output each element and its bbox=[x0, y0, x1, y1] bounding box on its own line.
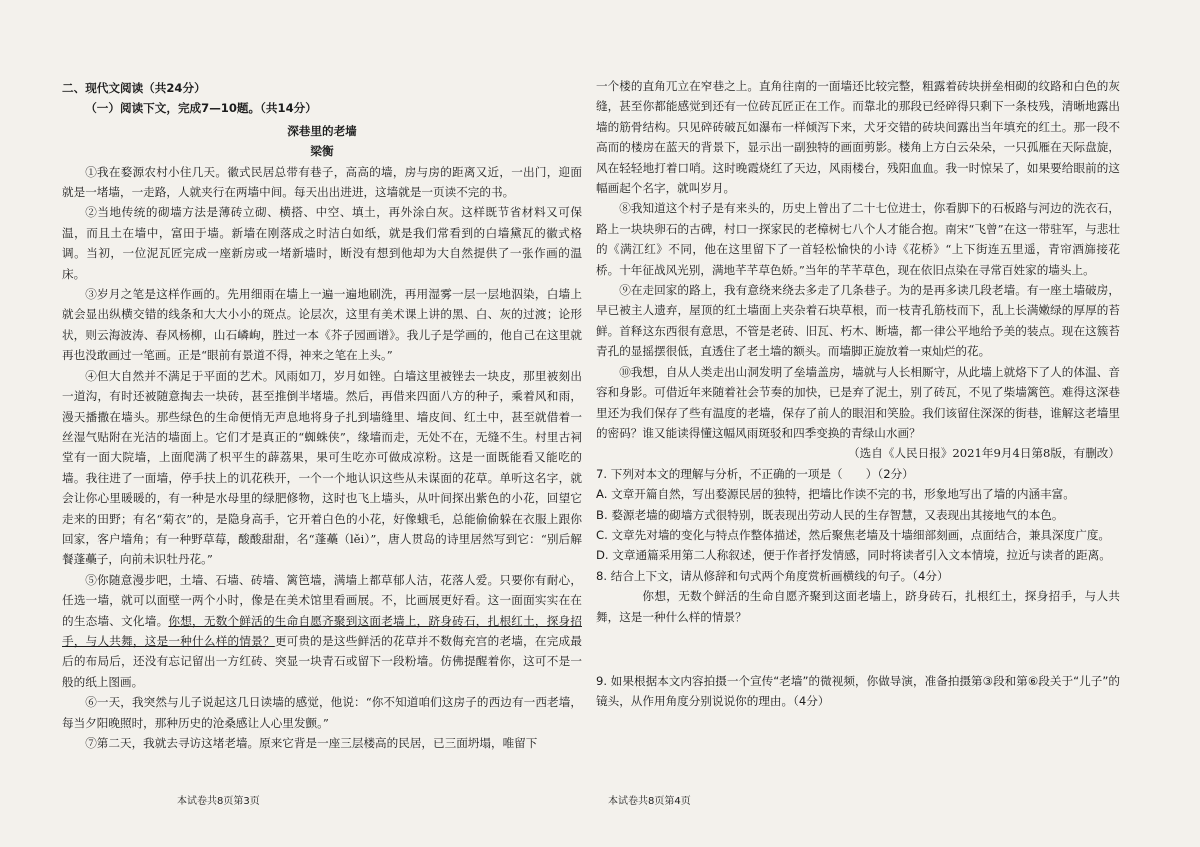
article-source: （选自《人民日报》2021年9月4日第8版，有删改） bbox=[848, 446, 1120, 461]
paragraph-1: ①我在婺源农村小住几天。徽式民居总带有巷子，高高的墙，房与房的距离又近，一出门，迎面就是一堵墙，一走路，人就夹行在两墙中间。每天出出进进，这墙就是一页读不完的书。 bbox=[62, 164, 582, 200]
page-footer-right: 本试卷共8页第4页 bbox=[608, 796, 691, 807]
paragraph-5-start: ⑤你随意漫步吧，土墙、石墙、砖墙、篱笆墙，满墙上都草郁人洁，花落人爱。只要你有耐心，任选一墙，就可以面壁一两个小时，像是在美术馆里看画展。不，比画展更好看。这一面面实实在在的生态墙、文化墙。 bbox=[62, 572, 582, 628]
right-column bbox=[596, 76, 1120, 712]
sub-heading: （一）阅读下文，完成7—10题。（共14分） bbox=[85, 101, 317, 116]
paragraph-2: ②当地传统的砌墙方法是薄砖立砌、横搭、中空、填土，再外涂白灰。这样既节省材料又可保温，而且土在墙中，富田于墙。新墙在刚落成之时洁白如纸，就是我们常看到的白墙黛瓦的徽式格调。当初，一位泥瓦匠完成一座新房或一堵新墙时，断没有想到他却为大自然提供了一张作画的温床。 bbox=[62, 205, 582, 281]
question-7: 7. 下列对本文的理解与分析，不正确的一项是（ ）（2分） bbox=[596, 466, 914, 481]
paragraph-5 bbox=[62, 570, 582, 692]
question-7-option-a: A. 文章开篇自然，写出婺源民居的独特，把墙比作读不完的书，形象地写出了墙的内涵丰富。 bbox=[596, 487, 1075, 502]
question-8: 8. 结合上下文，请从修辞和句式两个角度赏析画横线的句子。（4分） bbox=[596, 568, 949, 583]
section-heading: 二、现代文阅读（共24分） bbox=[62, 81, 206, 95]
article-author: 梁衡 bbox=[310, 144, 334, 159]
underlined-sentence: 你想，无数个鲜活的生命自愿齐聚到这面老墙上，跻身砖石，扎根红土，探身招手，与人共舞，这是一种什么样的情景？ bbox=[62, 613, 582, 648]
article-title: 深巷里的老墙 bbox=[287, 123, 357, 138]
paragraph-5-end: 更可贵的是这些鲜活的花草并不数侮充宫的老墙，在完成最后的布局后，还没有忘记留出一方红砖、突显一块青石或留下一段粉墙。仿佛提醒着你，这可不是一般的纸上图画。 bbox=[62, 633, 582, 689]
paragraph-10: ⑩我想，自从人类走出山洞发明了垒墙盖房，墙就与人长相厮守，从此墙上就烙下了人的体温、音容和身影。可借近年来随着社会节奏的加快，已是弃了泥土，别了砖瓦，不见了柴墙篱笆。难得这深巷里还为我们保存了些有温度的老墙，保存了前人的眼泪和笑脸。我们该留住深深的街巷，谁解这老墙里的密码？谁又能读得懂这幅风雨斑驳和四季变换的青绿山水画？ bbox=[596, 364, 1120, 440]
paragraph-3: ③岁月之笔是这样作画的。先用细雨在墙上一遍一遍地刷洗，再用湿雾一层一层地泅染，白墙上就会显出纵横交错的线条和大大小小的斑点。论层次，这里有美术课上讲的黑、白、灰的过渡；论形状，则云海波涛、春风杨柳，山石嶙峋，胜过一本《芥子园画谱》。我儿子是学画的，他自己在这里就再也没敢画过一笔画。正是“眼前有景道不得，神来之笔在上头。” bbox=[62, 287, 582, 363]
question-9: 9. 如果根据本文内容拍摄一个宣传“老墙”的微视频，你做导演，准备拍摄第③段和第⑥段关于“儿子”的镜头，从作用角度分别说说你的理由。（4分） bbox=[596, 673, 1120, 709]
answer-space bbox=[596, 627, 1120, 671]
left-column bbox=[62, 78, 582, 753]
paragraph-8: ⑧我知道这个村子是有来头的，历史上曾出了二十七位进士，你看脚下的石板路与河边的洗衣石，路上一块块卵石的古碑，村口一探家民的老樟树七八个人才能合抱。南宋“飞曾”在这一带驻军，与悲壮的《满江红》不同，他在这里留下了一首轻松愉快的小诗《花桥》“上下街连五里遥，青帘酒旆接花桥。十年征战风光别，满地芊芊草色娇。”当年的芊芊草色，现在依旧点染在寻常百姓家的墙头上。 bbox=[596, 201, 1120, 277]
question-8-quote: 你想，无数个鲜活的生命自愿齐聚到这面老墙上，跻身砖石，扎根红土，探身招手，与人共舞，这是一种什么样的情景？ bbox=[596, 589, 1120, 624]
paragraph-7: ⑦第二天，我就去寻访这堵老墙。原来它背是一座三层楼高的民居，已三面坍塌，唯留下 bbox=[85, 736, 538, 750]
paragraph-9: ⑨在走回家的路上，我有意绕来绕去多走了几条巷子。为的是再多读几段老墙。有一座土墙破房，早已被主人遗弃，屋顶的红土墙面上夹杂着石块草根，而一枝青孔筋枝而下，乱上长满嫩绿的厚厚的苔鲜。首释这东西很有意思，不管是老砖、旧瓦、朽木、断墙，都一律公平地给予美的装点。现在这簇苔青孔的显摇摆很低，直透住了老土墙的额头。而墙脚正旋放着一束灿烂的花。 bbox=[596, 283, 1120, 359]
paragraph-7-continued: 一个楼的直角兀立在窄巷之上。直角往南的一面墙还比较完整，粗露着砖块拼垒相砌的纹路和白色的灰缝，甚至你都能感觉到还有一位砖瓦匠正在工作。而靠北的那段已经碎得只剩下一条枝残，清晰地露出墙的筋骨结构。只见碎砖破瓦如瀑布一样倾泻下来，犬牙交错的砖块间露出当年填充的红土。那一段不高而的楼房在蓝天的背景下，显示出一副独特的画面剪影。楼角上方白云朵朵，一只孤雁在天际盘旋，风在轻轻地打着口哨。这时晚霞烧红了天边，风雨楼台，残阳血血。我一时惊呆了，如果要给眼前的这幅画起个名字，就叫岁月。 bbox=[596, 79, 1120, 196]
paragraph-6: ⑥一天，我突然与儿子说起这几日读墙的感觉，他说：“你不知道咱们这房子的西边有一西老墙，每当夕阳晚照时，那种历史的沧桑感让人心里发颤。” bbox=[62, 695, 582, 730]
question-7-option-d: D. 文章通篇采用第二人称叙述，便于作者抒发情感，同时将读者引入文本情境，拉近与读者的距离。 bbox=[596, 548, 1111, 563]
page-footer-left: 本试卷共8页第3页 bbox=[177, 796, 260, 807]
paragraph-4: ④但大自然并不满足于平面的艺术。风雨如刀，岁月如锉。白墙这里被锉去一块皮，那里被刻出一道沟，有时还被随意掏去一块砖，甚至推倒半堵墙。然后，再借来四面八方的种子，乘着风和雨，漫天播撒在墙头。那些绿色的生命便悄无声息地将身子扎到墙缝里、墙皮间、红土中，甚至就借着一丝湿气贴附在光洁的墙面上。它们才是真正的“蜘蛛侠”，缘墙而走，无处不在，无缝不生。村里古祠堂有一面大院墙，上面爬满了枳平生的薜荔果，果可生吃亦可做成凉粉。这是一面既能看又能吃的墙。我往进了一面墙，停手扶上的讥花秩开，一个一个地认识这些从未谋面的花草。单听这名字，就会让你心里暖暖的，有一种是水母里的绿肥修物，这时也飞上墙头，从叶间探出紫色的小花，回望它走来的田野；有名“菊衣”的，是隐身高手，它开着白色的小花，好像蛾毛，总能偷偷躲在衣服上跟你回家，客户墙角；有一种野草莓，酸酸甜甜，名“蓬蘽（lěi）”，唐人贯岛的诗里居然写到它：“别后解餐蓬蘽子，向前未识牡丹花。” bbox=[62, 368, 582, 567]
question-7-option-b: B. 婺源老墙的砌墙方式很特别，既表现出劳动人民的生存智慧，又表现出其接地气的本色。 bbox=[596, 507, 1064, 522]
question-7-option-c: C. 文章先对墙的变化与特点作整体描述，然后聚焦老墙及十墙细部刻画，点面结合，兼具深度广度。 bbox=[596, 527, 1111, 542]
